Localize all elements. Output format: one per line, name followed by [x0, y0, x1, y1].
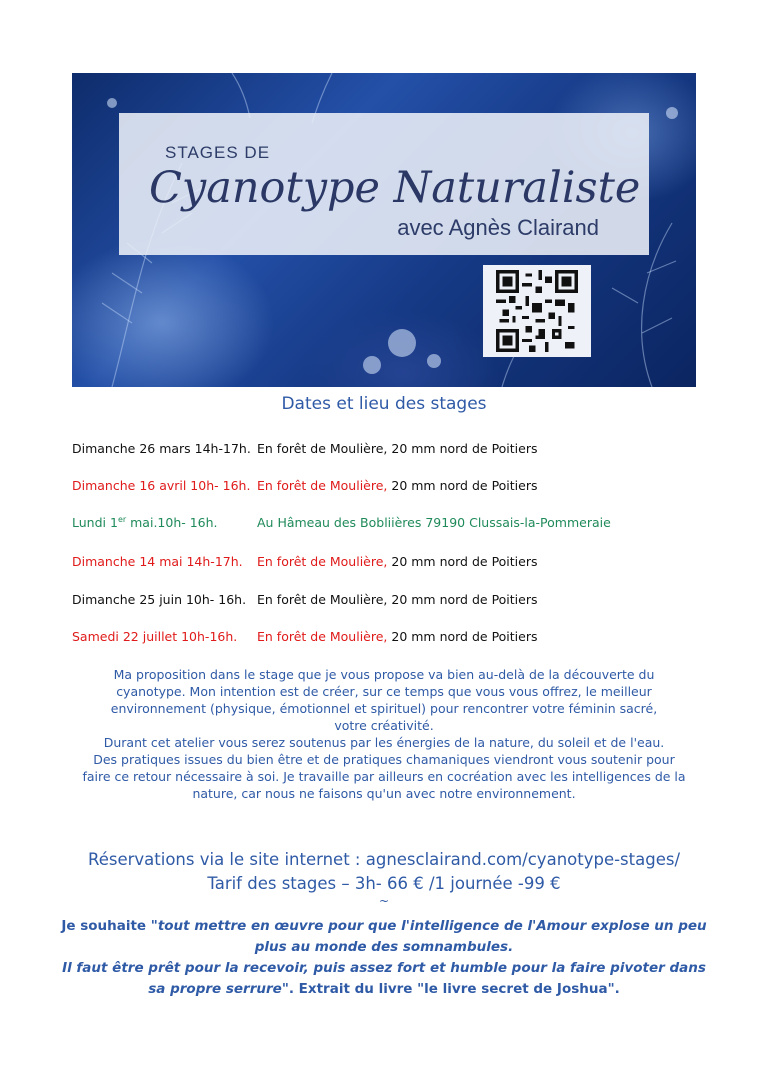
title-box	[119, 113, 649, 255]
session-row	[72, 554, 712, 574]
session-date: Dimanche 25 juin 10h- 16h.	[72, 592, 247, 607]
date-prefix: Lundi 1	[72, 515, 118, 531]
place-detail: 20 mm nord de Poitiers	[387, 592, 538, 607]
place-detail: 79190 Clussais-la-Pommeraie	[421, 515, 611, 530]
tarif-line: Tarif des stages – 3h- 66 € /1 journée -99 €	[207, 874, 561, 893]
date-sup: er	[117, 515, 127, 524]
stages-de-label: STAGES DE	[165, 143, 271, 162]
session-row	[72, 515, 712, 535]
quote-outro: ". Extrait du livre "le livre secret de Joshua".	[281, 981, 620, 997]
paragraph-line: votre créativité.	[334, 718, 434, 733]
place-name: En forêt de Moulière,	[257, 592, 388, 607]
session-place	[257, 441, 538, 456]
paragraph-line: cyanotype. Mon intention est de créer, sur ce temps que vous vous offrez, le meilleur	[116, 684, 652, 699]
session-place	[257, 592, 538, 607]
session-row	[72, 478, 712, 498]
place-detail: 20 mm nord de Poitiers	[387, 441, 538, 456]
session-place	[257, 629, 538, 644]
paragraph-line: nature, car nous ne faisons qu'un avec notre environnement.	[192, 786, 576, 801]
place-name: Au Hâmeau des Bobliières	[257, 515, 422, 530]
session-date	[72, 515, 218, 530]
session-place	[257, 478, 538, 493]
paragraph-line: faire ce retour nécessaire à soi. Je travaille par ailleurs en cocréation avec les intelligences de la	[82, 769, 686, 784]
banner-image	[72, 73, 696, 387]
session-date: Dimanche 14 mai 14h-17h.	[72, 554, 243, 569]
quote-italic-2: Il faut être prêt pour la recevoir, puis assez fort et humble pour la faire pivoter dans sa propre serrure	[62, 960, 706, 997]
date-suffix: mai.10h- 16h.	[126, 515, 218, 531]
place-name: En forêt de Moulière,	[257, 441, 388, 456]
session-date: Dimanche 16 avril 10h- 16h.	[72, 478, 251, 493]
reservation-block	[0, 848, 768, 896]
paragraph-line: environnement (physique, émotionnel et spirituel) pour rencontrer votre féminin sacré,	[110, 701, 658, 716]
session-row	[72, 441, 712, 461]
place-detail: 20 mm nord de Poitiers	[387, 478, 538, 493]
paragraph-line: Durant cet atelier vous serez soutenus par les énergies de la nature, du soleil et de l'eau.	[103, 735, 665, 750]
quote-italic-1: tout mettre en œuvre pour que l'intelligence de l'Amour explose un peu plus au monde des somnambules.	[157, 918, 707, 955]
banner-title: Cyanotype Naturaliste	[149, 163, 641, 213]
section-heading: Dates et lieu des stages	[281, 394, 487, 414]
session-place	[257, 554, 538, 569]
description-paragraph	[70, 666, 698, 802]
session-date: Samedi 22 juillet 10h-16h.	[72, 629, 238, 644]
session-row	[72, 592, 712, 612]
reservation-link[interactable]: Réservations via le site internet : agnesclairand.com/cyanotype-stages/	[87, 850, 681, 869]
place-name: En forêt de Moulière,	[257, 554, 388, 569]
place-name: En forêt de Moulière,	[257, 478, 388, 493]
qr-code-icon[interactable]	[483, 265, 591, 357]
place-detail: 20 mm nord de Poitiers	[387, 629, 538, 644]
paragraph-line: Des pratiques issues du bien être et de pratiques chamaniques viendront vous soutenir pour	[93, 752, 675, 767]
quote-block	[60, 916, 708, 1000]
place-detail: 20 mm nord de Poitiers	[387, 554, 538, 569]
session-date: Dimanche 26 mars 14h-17h.	[72, 441, 251, 456]
session-place	[257, 515, 611, 530]
quote-intro: Je souhaite "	[61, 918, 158, 934]
place-name: En forêt de Moulière,	[257, 629, 388, 644]
tilde-separator: ~	[378, 894, 390, 908]
session-row	[72, 629, 712, 649]
paragraph-line: Ma proposition dans le stage que je vous propose va bien au-delà de la découverte du	[113, 667, 655, 682]
banner-subtitle: avec Agnès Clairand	[397, 215, 599, 240]
